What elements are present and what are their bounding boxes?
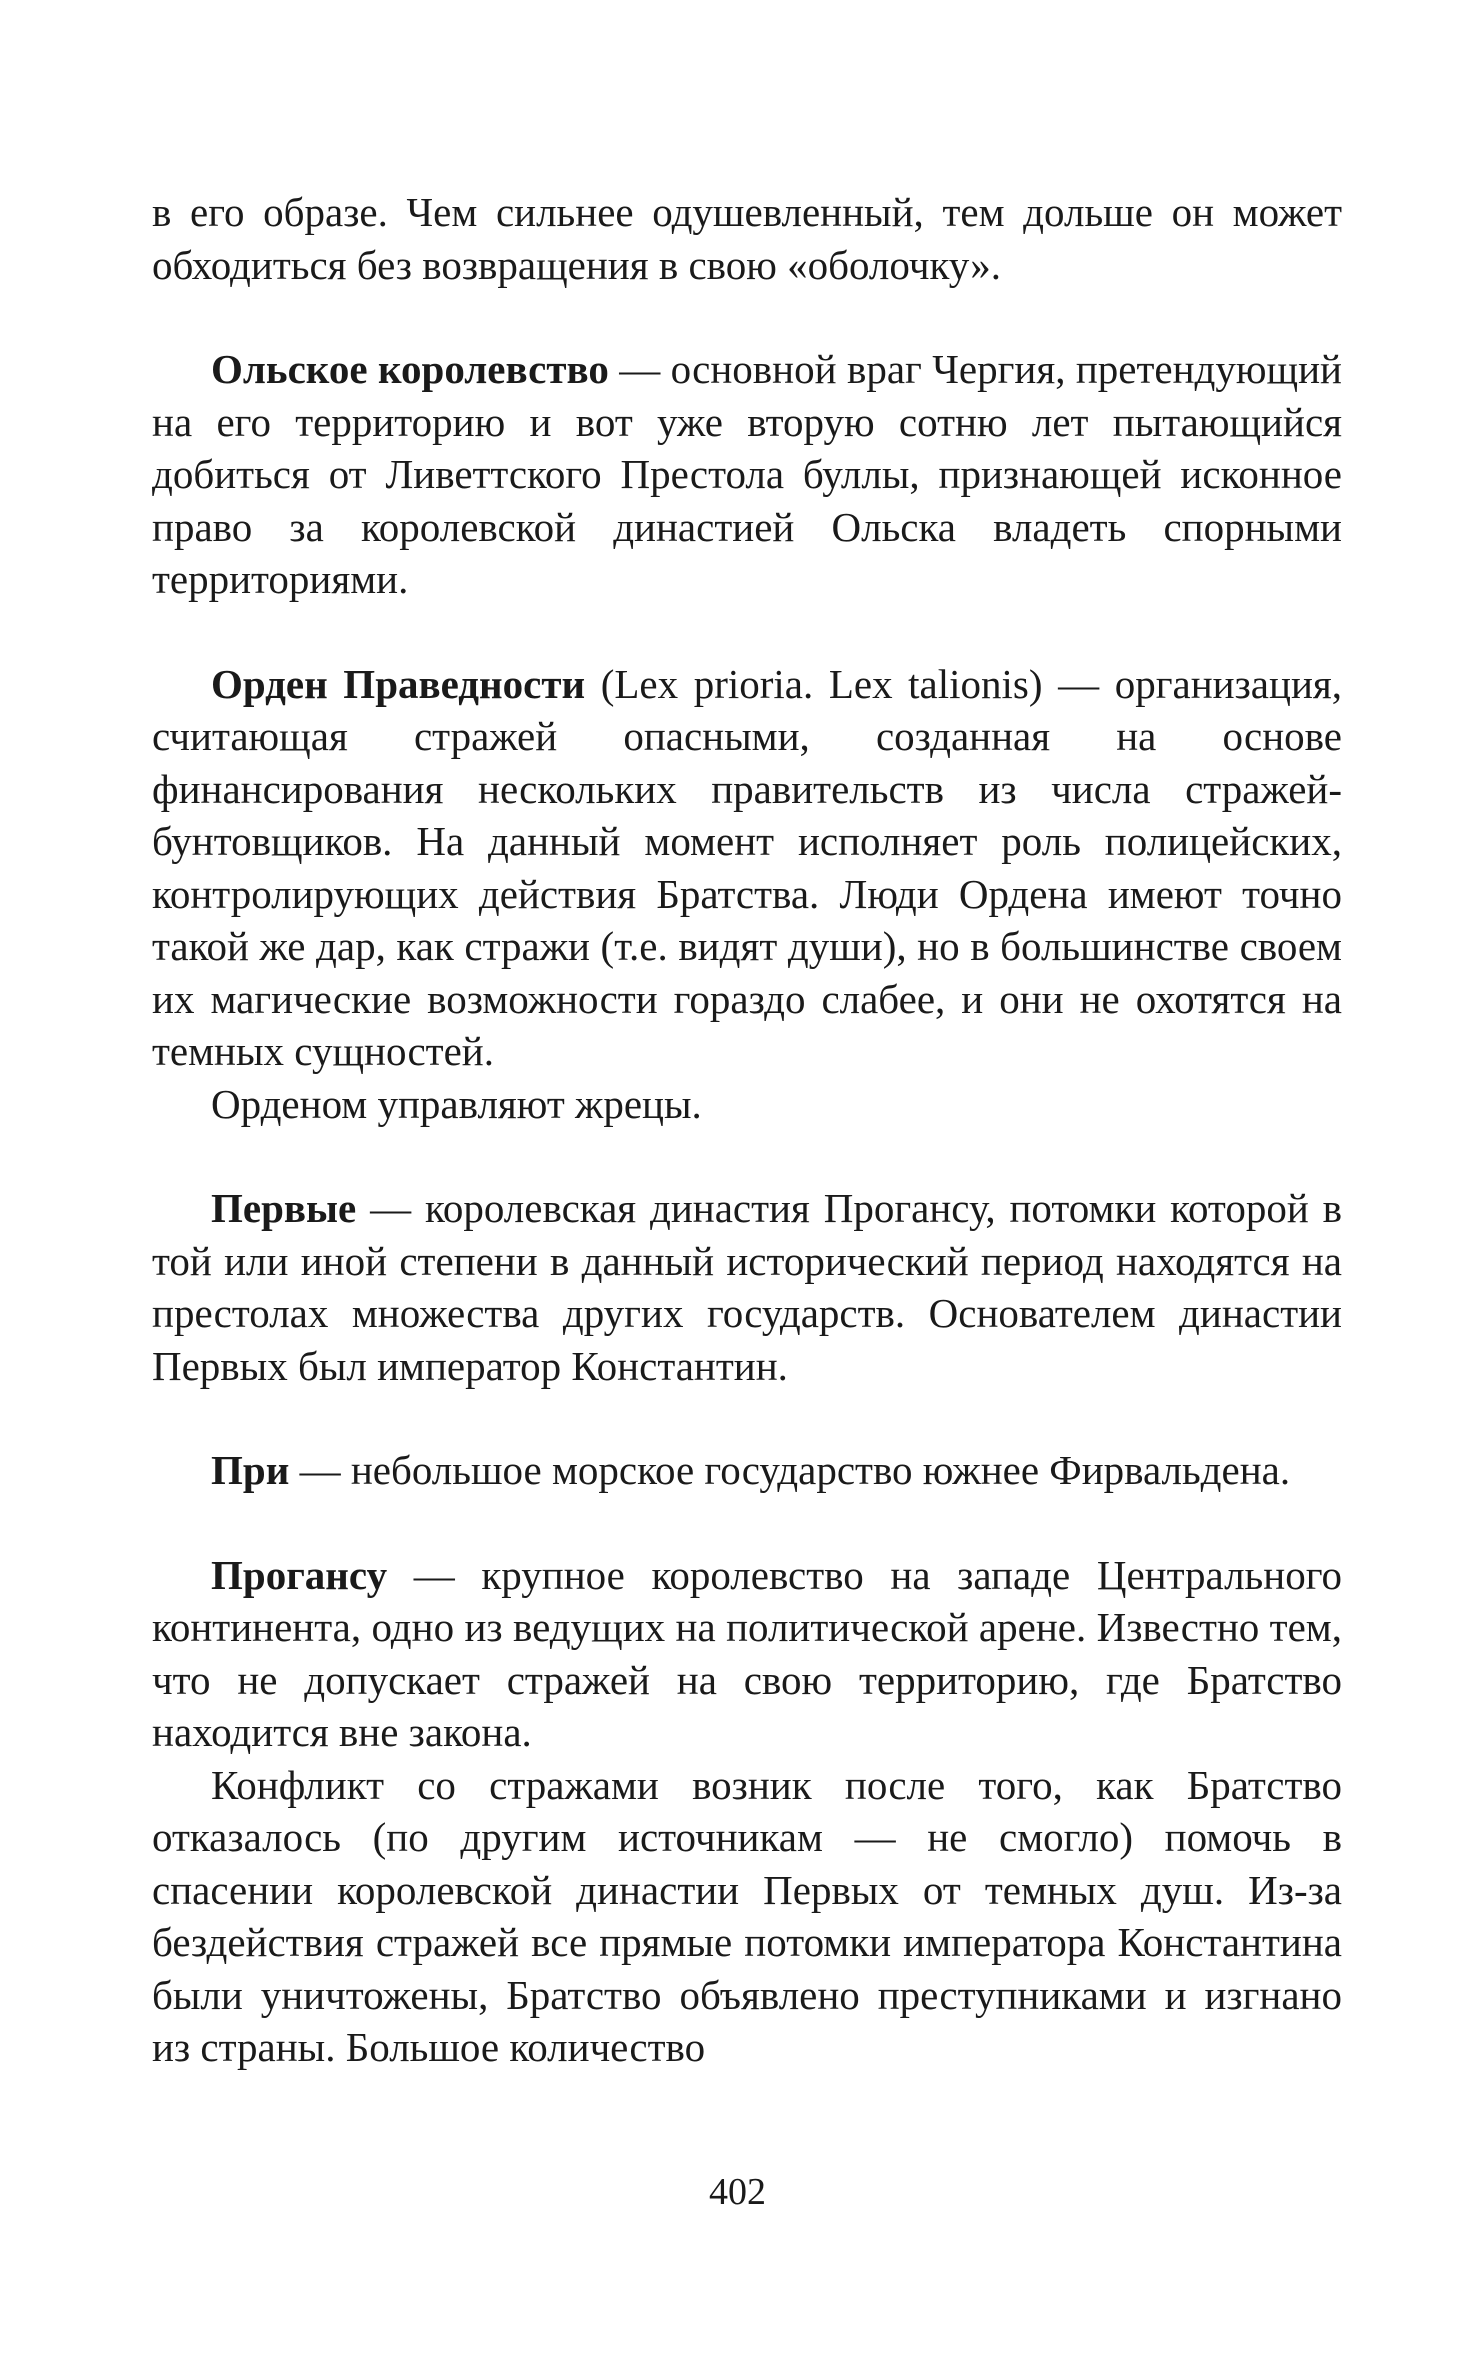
entry-term: Прогансу <box>211 1551 388 1598</box>
entry-order-of-righteousness <box>152 658 1342 1078</box>
entry-the-first <box>152 1182 1342 1392</box>
entry-progansu <box>152 1549 1342 1759</box>
entry-olsk-kingdom <box>152 343 1342 606</box>
entry-term: При <box>211 1447 290 1493</box>
entry-text: Орденом управляют жрецы. <box>211 1080 702 1127</box>
page-number: 402 <box>709 2171 766 2213</box>
entry-text: в его образе. Чем сильнее одушевленный, тем дольше он может обходиться без возвращения в свою «оболочку». <box>152 189 1342 288</box>
entry-continuation <box>152 1759 1342 2074</box>
entry-term: Орден Праведности <box>211 660 586 707</box>
entry-text: — крупное королевство на западе Центрального континента, одно из ведущих на политической арене. Известно тем, что не допускает стражей на свою территорию, где Братство находится вне закона. <box>152 1551 1342 1755</box>
entry-text: — основной враг Чергия, претендующий на его территорию и вот уже вторую сотню лет пытающийся добиться от Ливеттского Престола буллы, признающей исконное право за королевской династией Ольска владеть спорными территориями. <box>152 346 1342 602</box>
entry-text: (Lex prioria. Lex talionis) — организация, считающая стражей опасными, созданная на основе финансирования нескольких правительств из числа стражей-бунтовщиков. На данный момент исполняет роль полицейских, контролирующих действия Братства. Люди Ордена имеют точно такой же дар, как стражи (т.е. видят души), но в большинстве своем их магические возможности гораздо слабее, и они не охотятся на темных сущностей. <box>152 660 1343 1074</box>
entry-text: — королевская династия Прогансу, потомки которой в той или иной степени в данный исторический период находятся на престолах множества других государств. Основателем династии Первых был император Константин. <box>152 1185 1342 1389</box>
page-body <box>152 186 1342 2074</box>
entry-text: Конфликт со стражами возник после того, как Братство отказалось (по другим источникам — не смогло) помочь в спасении королевской династии Первых от темных душ. Из-за бездействия стражей все прямые потомки императора Константина были уничтожены, Братство объявлено преступниками и изгнано из страны. Большое количество <box>152 1761 1342 2070</box>
entry-text: — небольшое морское государство южнее Фирвальдена. <box>289 1447 1291 1493</box>
entry-pri <box>152 1444 1342 1497</box>
entry-term: Первые <box>211 1185 357 1231</box>
entry-term: Ольское королевство <box>211 346 609 392</box>
entry-continuation <box>152 1078 1342 1131</box>
paragraph-continuation <box>152 186 1342 291</box>
